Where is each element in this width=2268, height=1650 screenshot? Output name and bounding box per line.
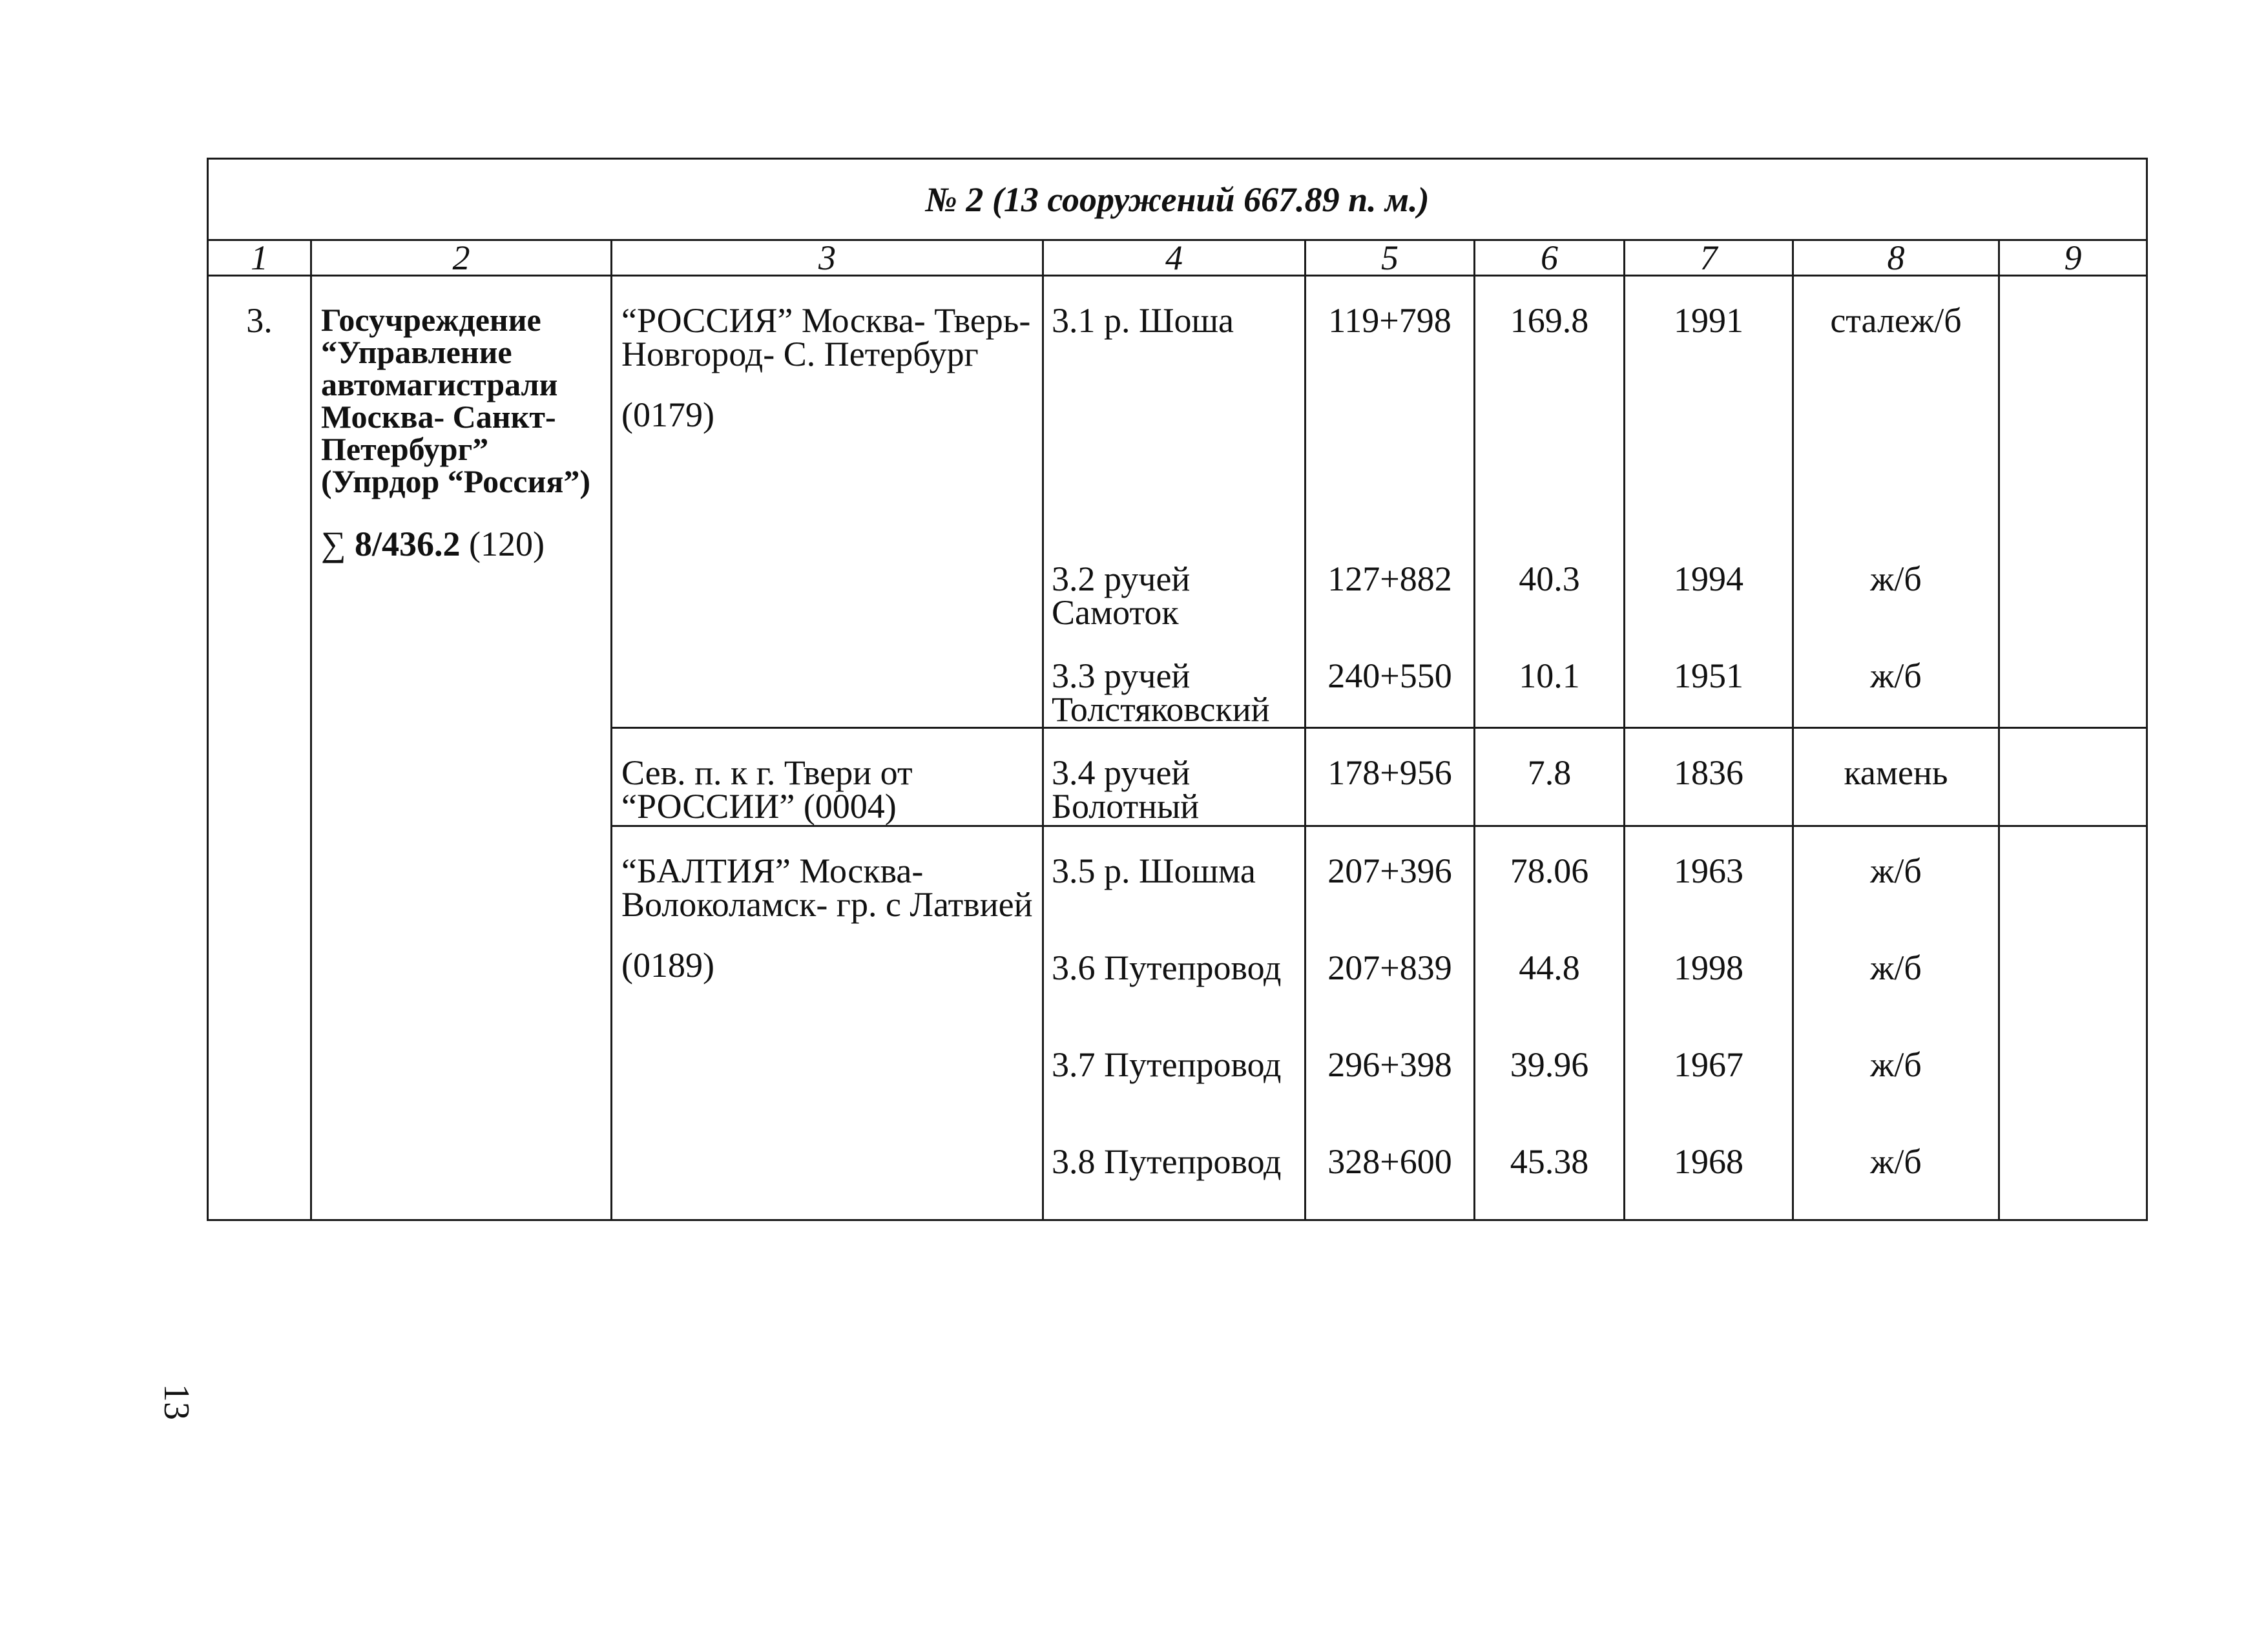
sum-value: 8/436.2 xyxy=(355,525,461,563)
km-value: 207+396 xyxy=(1327,851,1452,890)
column-number: 3 xyxy=(612,240,1043,276)
column-number: 7 xyxy=(1625,240,1793,276)
organization-cell xyxy=(311,276,612,1220)
material-value: ж/б xyxy=(1870,948,1922,987)
km-value: 328+600 xyxy=(1327,1142,1452,1181)
year-cell xyxy=(1625,826,1793,1220)
road-name: “БАЛТИЯ” Москва- Волоколамск- гр. с Латвией xyxy=(621,851,1033,924)
material-value: камень xyxy=(1793,728,1999,826)
year-value: 1836 xyxy=(1625,728,1793,826)
length-value: 7.8 xyxy=(1475,728,1625,826)
road-name: “РОССИЯ” Москва- Тверь- Новгород- С. Петербург xyxy=(621,301,1031,373)
road-cell xyxy=(612,826,1043,1220)
km-value: 119+798 xyxy=(1328,301,1451,340)
road-cell xyxy=(612,728,1043,826)
note-cell xyxy=(1999,826,2147,1220)
column-number: 1 xyxy=(208,240,311,276)
year-value: 1967 xyxy=(1674,1045,1743,1084)
column-number: 2 xyxy=(311,240,612,276)
length-cell xyxy=(1475,826,1625,1220)
sum-symbol: ∑ xyxy=(321,525,346,563)
km-value: 178+956 xyxy=(1306,728,1475,826)
year-value: 1968 xyxy=(1674,1142,1743,1181)
table-title: № 2 (13 сооружений 667.89 п. м.) xyxy=(208,159,2147,240)
year-value: 1951 xyxy=(1674,656,1743,695)
structure-name: 3.4 ручей Болотный xyxy=(1043,728,1306,826)
road-code: (0189) xyxy=(621,946,714,985)
structure-cell xyxy=(1043,276,1306,728)
km-value: 296+398 xyxy=(1327,1045,1452,1084)
organization-name: Госучреждение “Управление автомагистрали Москва- Санкт-Петербург” (Упрдор “Россия”) xyxy=(321,302,590,499)
length-value: 44.8 xyxy=(1519,948,1580,987)
structure-name: 3.5 р. Шошма xyxy=(1052,851,1256,890)
column-number: 6 xyxy=(1475,240,1625,276)
length-value: 78.06 xyxy=(1510,851,1589,890)
km-cell xyxy=(1306,826,1475,1220)
structure-name: 3.8 Путепровод xyxy=(1052,1142,1282,1181)
structure-name: 3.2 ручей Самоток xyxy=(1052,559,1191,632)
road-name: Сев. п. к г. Твери от “РОССИИ” (0004) xyxy=(621,753,913,826)
material-cell xyxy=(1793,826,1999,1220)
structure-name: 3.1 р. Шоша xyxy=(1052,301,1234,340)
road-cell xyxy=(612,276,1043,728)
structures-table xyxy=(207,158,2148,1221)
length-value: 169.8 xyxy=(1510,301,1589,340)
km-value: 207+839 xyxy=(1327,948,1452,987)
column-number: 4 xyxy=(1043,240,1306,276)
length-cell xyxy=(1475,276,1625,728)
length-value: 10.1 xyxy=(1519,656,1580,695)
column-number: 5 xyxy=(1306,240,1475,276)
structure-name: 3.3 ручей Толстяковский xyxy=(1052,656,1270,729)
sum-extra: (120) xyxy=(469,525,545,563)
column-number: 8 xyxy=(1793,240,1999,276)
road-code: (0179) xyxy=(621,395,714,434)
column-number: 9 xyxy=(1999,240,2147,276)
structure-name: 3.7 Путепровод xyxy=(1052,1045,1282,1084)
table-row xyxy=(208,276,2147,728)
material-value: сталеж/б xyxy=(1830,301,1962,340)
sum-line xyxy=(321,527,604,561)
year-cell xyxy=(1625,276,1793,728)
material-value: ж/б xyxy=(1870,1045,1922,1084)
structure-name: 3.6 Путепровод xyxy=(1052,948,1282,987)
year-value: 1963 xyxy=(1674,851,1743,890)
structure-cell xyxy=(1043,826,1306,1220)
note-cell xyxy=(1999,276,2147,728)
entry-number: 3. xyxy=(208,276,311,1220)
material-value: ж/б xyxy=(1870,851,1922,890)
year-value: 1991 xyxy=(1674,301,1743,340)
note-cell xyxy=(1999,728,2147,826)
material-value: ж/б xyxy=(1870,1142,1922,1181)
km-cell xyxy=(1306,276,1475,728)
material-value: ж/б xyxy=(1870,559,1922,598)
length-value: 39.96 xyxy=(1510,1045,1589,1084)
km-value: 127+882 xyxy=(1327,559,1452,598)
material-cell xyxy=(1793,276,1999,728)
material-value: ж/б xyxy=(1870,656,1922,695)
year-value: 1998 xyxy=(1674,948,1743,987)
year-value: 1994 xyxy=(1674,559,1743,598)
km-value: 240+550 xyxy=(1327,656,1452,695)
length-value: 45.38 xyxy=(1510,1142,1589,1181)
page-number: 13 xyxy=(156,1384,196,1420)
length-value: 40.3 xyxy=(1519,559,1580,598)
